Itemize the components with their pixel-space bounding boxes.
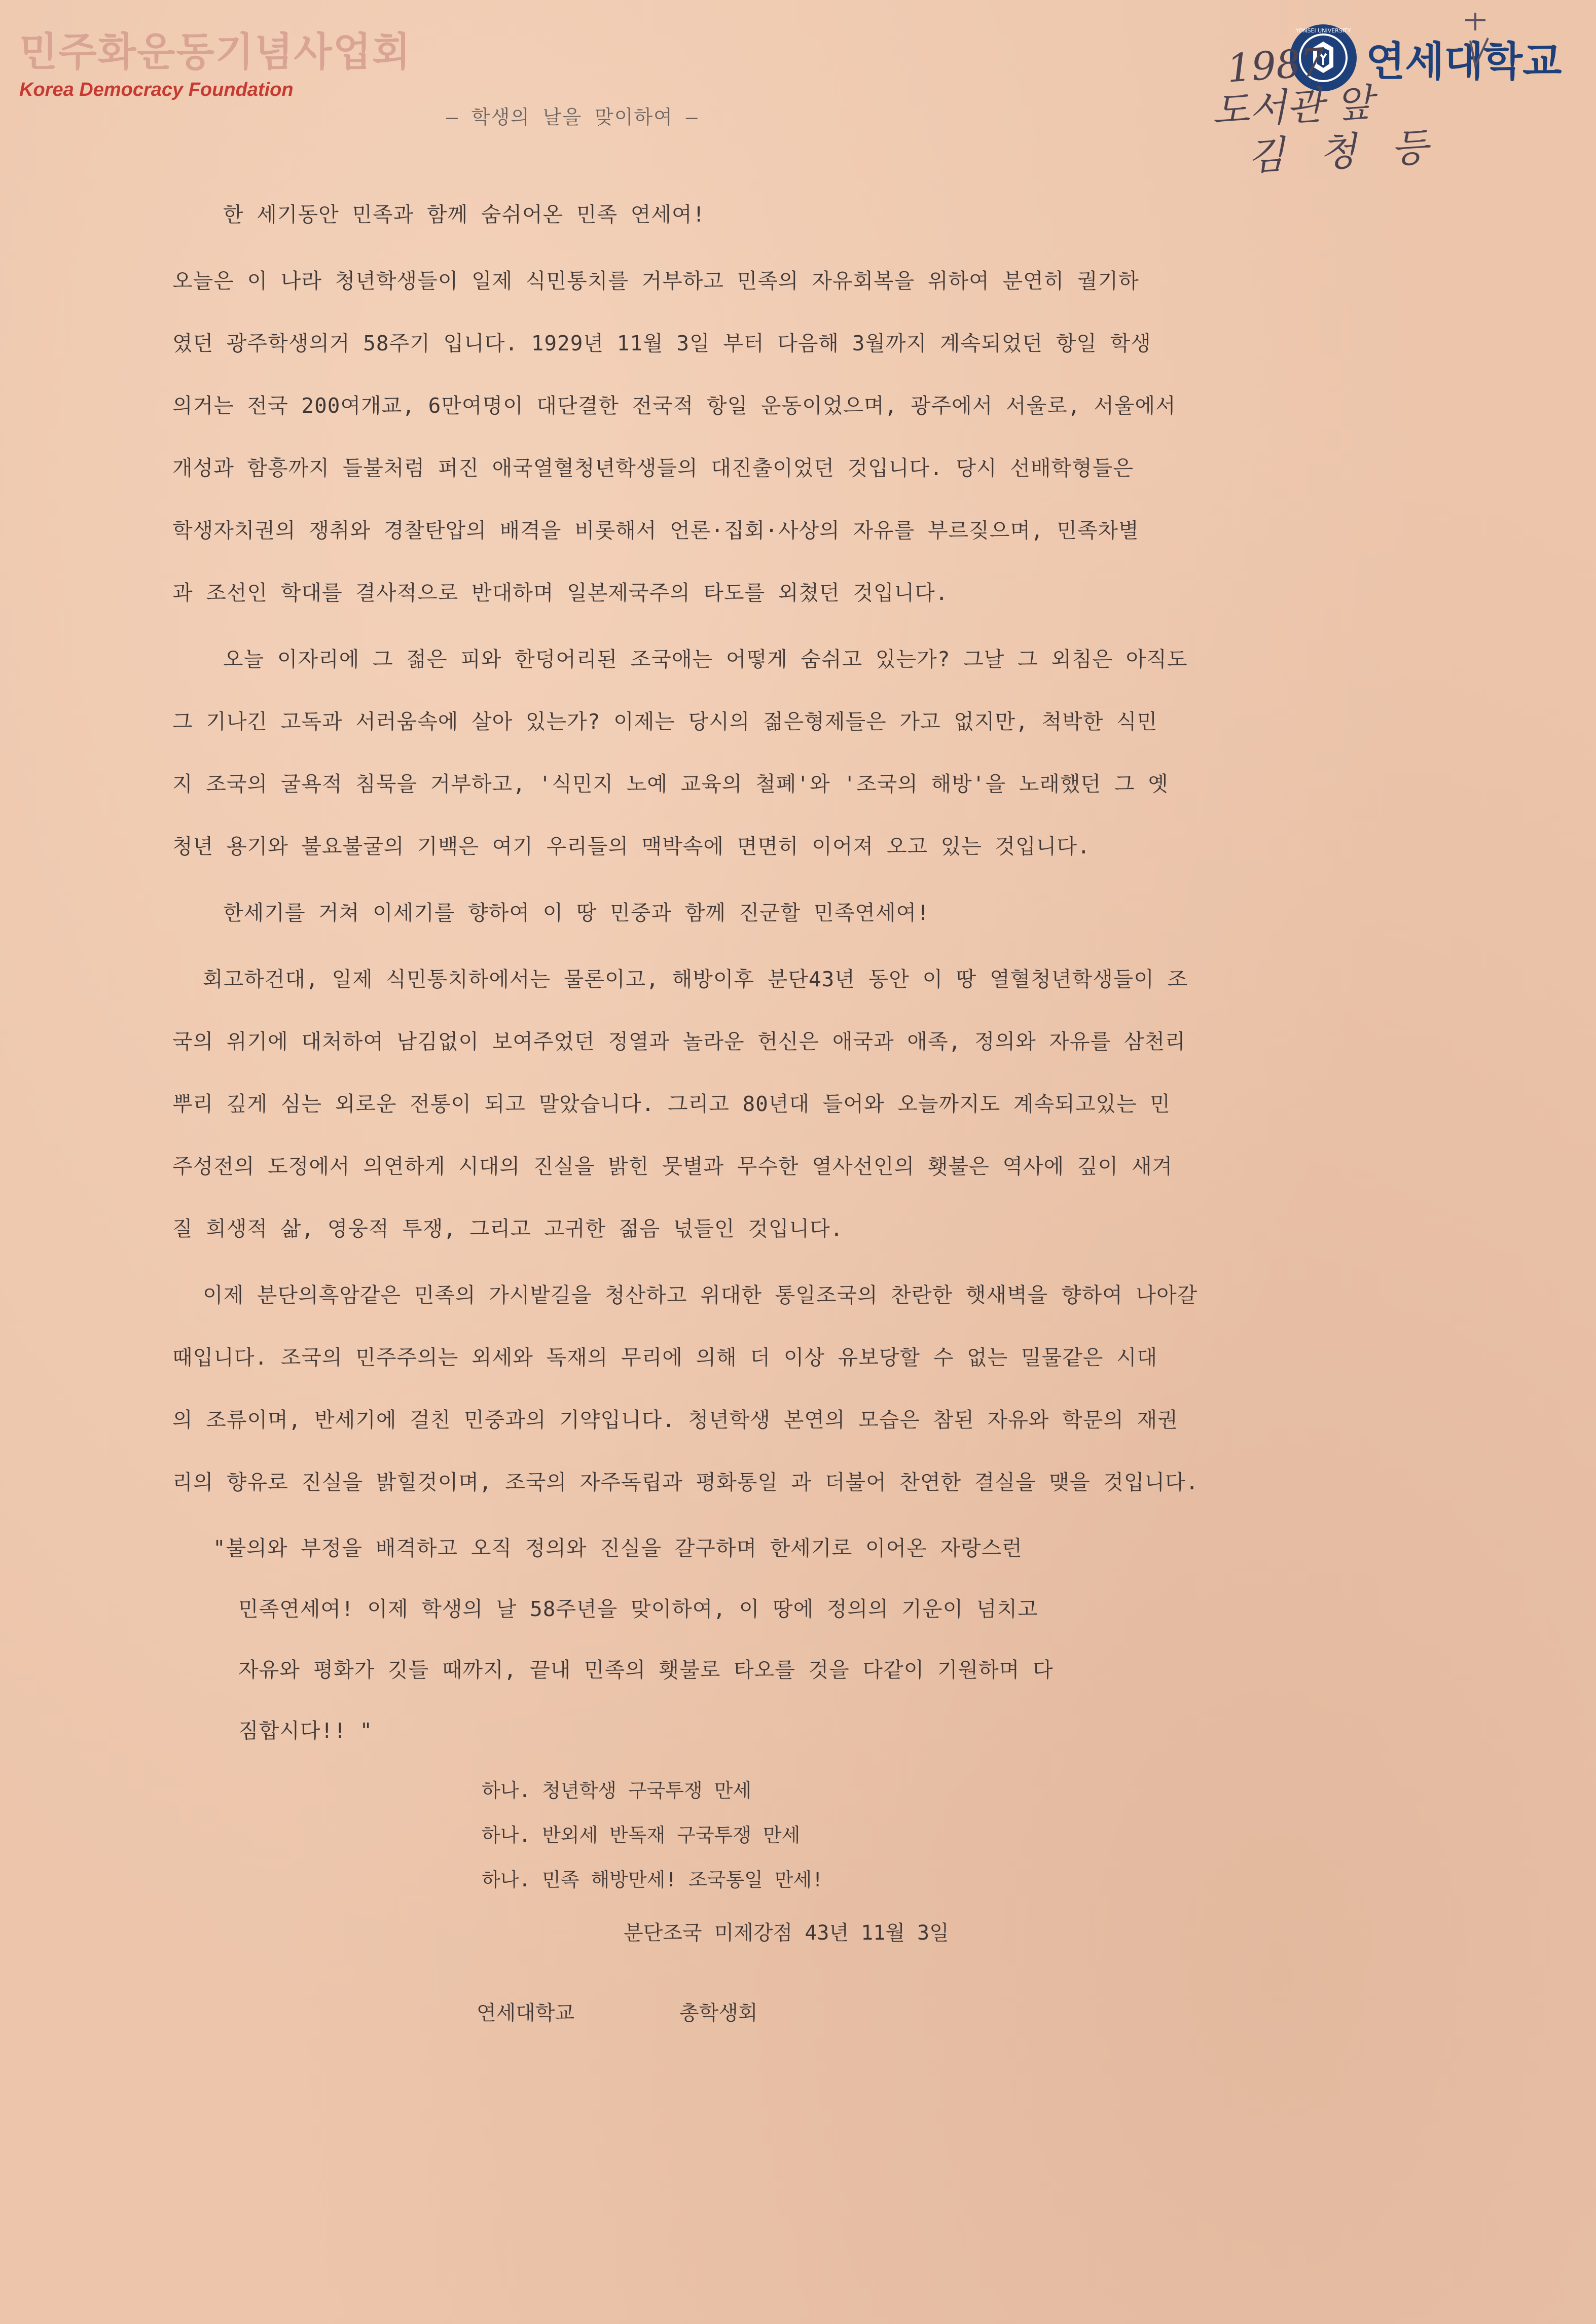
closing-quote-line: 자유와 평화가 깃들 때까지, 끝내 민족의 횃불로 타오를 것을 다같이 기원하며 다 (238, 1658, 1054, 1682)
document-paragraph-line: 리의 향유로 진실을 밝힐것이며, 조국의 자주독립과 평화통일 과 더불어 찬연한 결실을 맺을 것입니다. (172, 1470, 1199, 1494)
signature-school: 연세대학교 (477, 2001, 575, 2025)
document-paragraph-line: 개성과 함흥까지 들불처럼 퍼진 애국열혈청년학생들의 대진출이었던 것입니다. 당시 선배학형들은 (172, 456, 1134, 480)
handwritten-year: 1987 (1225, 39, 1327, 91)
handwritten-tick-icon (1460, 10, 1491, 71)
watermark-english: Korea Democracy Foundation (19, 79, 294, 100)
document-paragraph-line: 회고하건대, 일제 식민통치하에서는 물론이고, 해방이후 분단43년 동안 이 땅 열혈청년학생들이 조 (203, 967, 1188, 991)
seal-text: YONSEI UNIVERSITY (1295, 27, 1351, 34)
document-paragraph-line: 학생자치권의 쟁취와 경찰탄압의 배격을 비롯해서 언론·집회·사상의 자유를 부르짖으며, 민족차별 (172, 518, 1139, 543)
closing-quote-line: 민족연세여! 이제 학생의 날 58주년을 맞이하여, 이 땅에 정의의 기운이 넘치고 (238, 1597, 1038, 1621)
closing-quote-line: 짐합시다!! " (238, 1719, 373, 1743)
document-paragraph-line: 그 기나긴 고독과 서러움속에 살아 있는가? 이제는 당시의 젊은형제들은 가고 없지만, 척박한 식민 (172, 709, 1158, 734)
kdf-watermark (19, 20, 411, 101)
document-paragraph-line: 이제 분단의흑암같은 민족의 가시밭길을 청산하고 위대한 통일조국의 찬란한 햇새벽을 향하여 나아갈 (203, 1283, 1198, 1307)
date-line: 분단조국 미제강점 43년 11월 3일 (624, 1921, 949, 1945)
document-paragraph-line: 때입니다. 조국의 민주주의는 외세와 독재의 무리에 의해 더 이상 유보당할 수 없는 밀물같은 시대 (172, 1345, 1158, 1370)
slogan-line: 하나. 청년학생 구국투쟁 만세 (482, 1779, 752, 1802)
document-paragraph-line: 였던 광주학생의거 58주기 입니다. 1929년 11월 3일 부터 다음해 3월까지 계속되었던 항일 학생 (172, 331, 1151, 355)
document-paragraph-line: 뿌리 깊게 심는 외로운 전통이 되고 말았습니다. 그리고 80년대 들어와 오늘까지도 계속되고있는 민 (172, 1092, 1171, 1116)
yonsei-name: 연세대학교 (1366, 38, 1562, 85)
watermark-korean: 민주화운동기념사업회 (19, 29, 412, 75)
document-paragraph-line: 청년 용기와 불요불굴의 기백은 여기 우리들의 맥박속에 면면히 이어져 오고 있는 것입니다. (172, 834, 1091, 859)
document-paragraph-line: 국의 위기에 대처하여 남김없이 보여주었던 정열과 놀라운 헌신은 애국과 애족, 정의와 자유를 삼천리 (172, 1029, 1186, 1054)
handwritten-note: 도서관 앞 (1211, 80, 1374, 134)
document-title: — 학생의 날을 맞이하여 — (446, 106, 699, 128)
slogan-line: 하나. 민족 해방만세! 조국통일 만세! (482, 1869, 824, 1891)
document-paragraph-line: 주성전의 도정에서 의연하게 시대의 진실을 밝힌 뭇별과 무수한 열사선인의 횃불은 역사에 깊이 새겨 (172, 1154, 1173, 1178)
signature-council: 총학생회 (679, 2001, 758, 2025)
document-paragraph-line: 과 조선인 학대를 결사적으로 반대하며 일본제국주의 타도를 외쳤던 것입니다. (172, 581, 949, 605)
document-paragraph-line: 질 희생적 삶, 영웅적 투쟁, 그리고 고귀한 젊음 넋들인 것입니다. (172, 1217, 844, 1241)
slogan-line: 하나. 반외세 반독재 구국투쟁 만세 (482, 1824, 801, 1846)
handwritten-note: 김 청 등 (1246, 124, 1440, 179)
document-paragraph-line: 의 조류이며, 반세기에 걸친 민중과의 기약입니다. 청년학생 본연의 모습은 참된 자유와 학문의 재권 (172, 1408, 1178, 1432)
closing-quote-line: "불의와 부정을 배격하고 오직 정의와 진실을 갈구하며 한세기로 이어온 자랑스런 (213, 1536, 1023, 1560)
document-paragraph-line: 오늘은 이 나라 청년학생들이 일제 식민통치를 거부하고 민족의 자유회복을 위하여 분연히 궐기하 (172, 269, 1139, 293)
document-paragraph-line: 한세기를 거쳐 이세기를 향하여 이 땅 민중과 함께 진군할 민족연세여! (223, 901, 930, 925)
document-paragraph-line: 한 세기동안 민족과 함께 숨쉬어온 민족 연세여! (223, 202, 706, 227)
document-paragraph-line: 지 조국의 굴욕적 침묵을 거부하고, '식민지 노예 교육의 철폐'와 '조국의 해방'을 노래했던 그 옛 (172, 772, 1169, 796)
document-paragraph-line: 의거는 전국 200여개교, 6만여명이 대단결한 전국적 항일 운동이었으며, 광주에서 서울로, 서울에서 (172, 394, 1176, 418)
document-paragraph-line: 오늘 이자리에 그 젊은 피와 한덩어리된 조국애는 어떻게 숨쉬고 있는가? 그날 그 외침은 아직도 (223, 647, 1188, 671)
